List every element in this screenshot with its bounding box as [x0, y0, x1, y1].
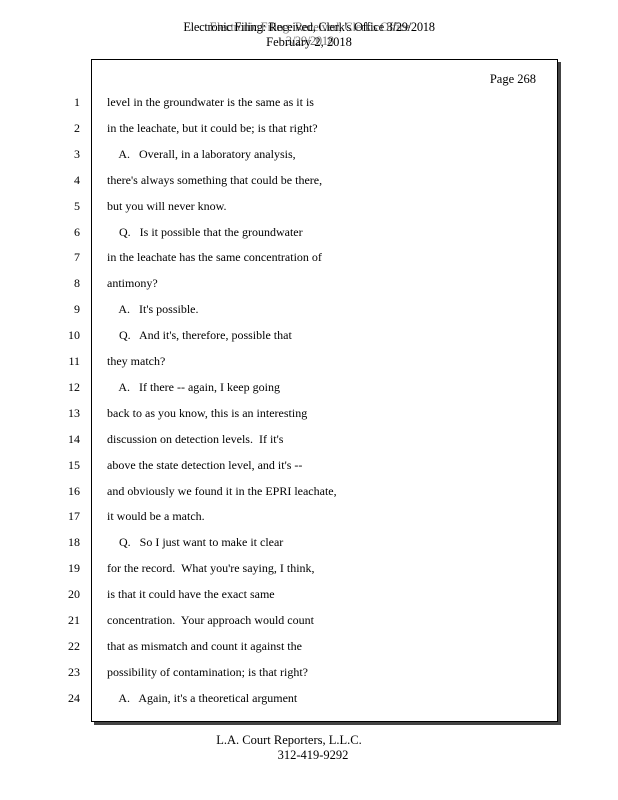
line-text: Q. So I just want to make it clear: [107, 535, 284, 549]
line-number: 24: [68, 691, 80, 705]
line-text: concentration. Your approach would count: [107, 613, 314, 627]
line-text: above the state detection level, and it's --: [107, 458, 303, 472]
line-number: 19: [68, 561, 80, 575]
line-number: 4: [74, 173, 80, 187]
line-text: discussion on detection levels. If it's: [107, 432, 284, 446]
line-number: 10: [68, 328, 80, 342]
line-text: A. If there -- again, I keep going: [107, 380, 280, 394]
line-number: 21: [68, 613, 80, 627]
line-text: in the leachate has the same concentration of: [107, 250, 322, 264]
line-text: but you will never know.: [107, 199, 227, 213]
line-text: is that it could have the exact same: [107, 587, 275, 601]
line-number: 12: [68, 380, 80, 394]
line-number: 17: [68, 509, 80, 523]
line-number: 1: [74, 95, 80, 109]
line-text: Q. Is it possible that the groundwater: [107, 225, 303, 239]
line-number: 6: [74, 225, 80, 239]
line-number: 7: [74, 250, 80, 264]
line-text: antimony?: [107, 276, 158, 290]
line-number: 5: [74, 199, 80, 213]
line-number: 2: [74, 121, 80, 135]
line-number: 16: [68, 484, 80, 498]
line-text: back to as you know, this is an interesting: [107, 406, 308, 420]
page-number: Page 268: [489, 72, 536, 86]
line-number: 18: [68, 535, 80, 549]
line-text: they match?: [107, 354, 166, 368]
line-number: 15: [68, 458, 80, 472]
line-text: possibility of contamination; is that right?: [107, 665, 308, 679]
footer-company: L.A. Court Reporters, L.L.C.: [216, 733, 362, 747]
line-number: 22: [68, 639, 80, 653]
line-text: there's always something that could be there,: [107, 173, 323, 187]
line-text: level in the groundwater is the same as it is: [107, 95, 314, 109]
line-number: 9: [74, 302, 80, 316]
line-text: that as mismatch and count it against the: [107, 639, 302, 653]
line-number: 23: [68, 665, 80, 679]
line-text: it would be a match.: [107, 509, 205, 523]
line-number: 14: [68, 432, 80, 446]
filing-date: February 2, 2018: [266, 35, 352, 49]
line-text: A. Overall, in a laboratory analysis,: [107, 147, 296, 161]
line-number: 3: [74, 147, 80, 161]
line-number: 11: [68, 354, 80, 368]
filing-stamp-text: Electronic Filing: Received, Clerk's Office 3/29/2018 Electronic Filing: Received, Clerk's Office 3/29/2018: [183, 20, 434, 34]
line-text: A. It's possible.: [107, 302, 199, 316]
filing-stamp-header: [0, 20, 618, 34]
line-text: for the record. What you're saying, I think,: [107, 561, 315, 575]
line-text: Q. And it's, therefore, possible that: [107, 328, 292, 342]
line-number: 8: [74, 276, 80, 290]
line-text: A. Again, it's a theoretical argument: [107, 691, 298, 705]
line-number: 13: [68, 406, 80, 420]
line-text: in the leachate, but it could be; is that right?: [107, 121, 318, 135]
line-number: 20: [68, 587, 80, 601]
line-text: and obviously we found it in the EPRI leachate,: [107, 484, 337, 498]
footer-phone: 312-419-9292: [277, 748, 349, 762]
